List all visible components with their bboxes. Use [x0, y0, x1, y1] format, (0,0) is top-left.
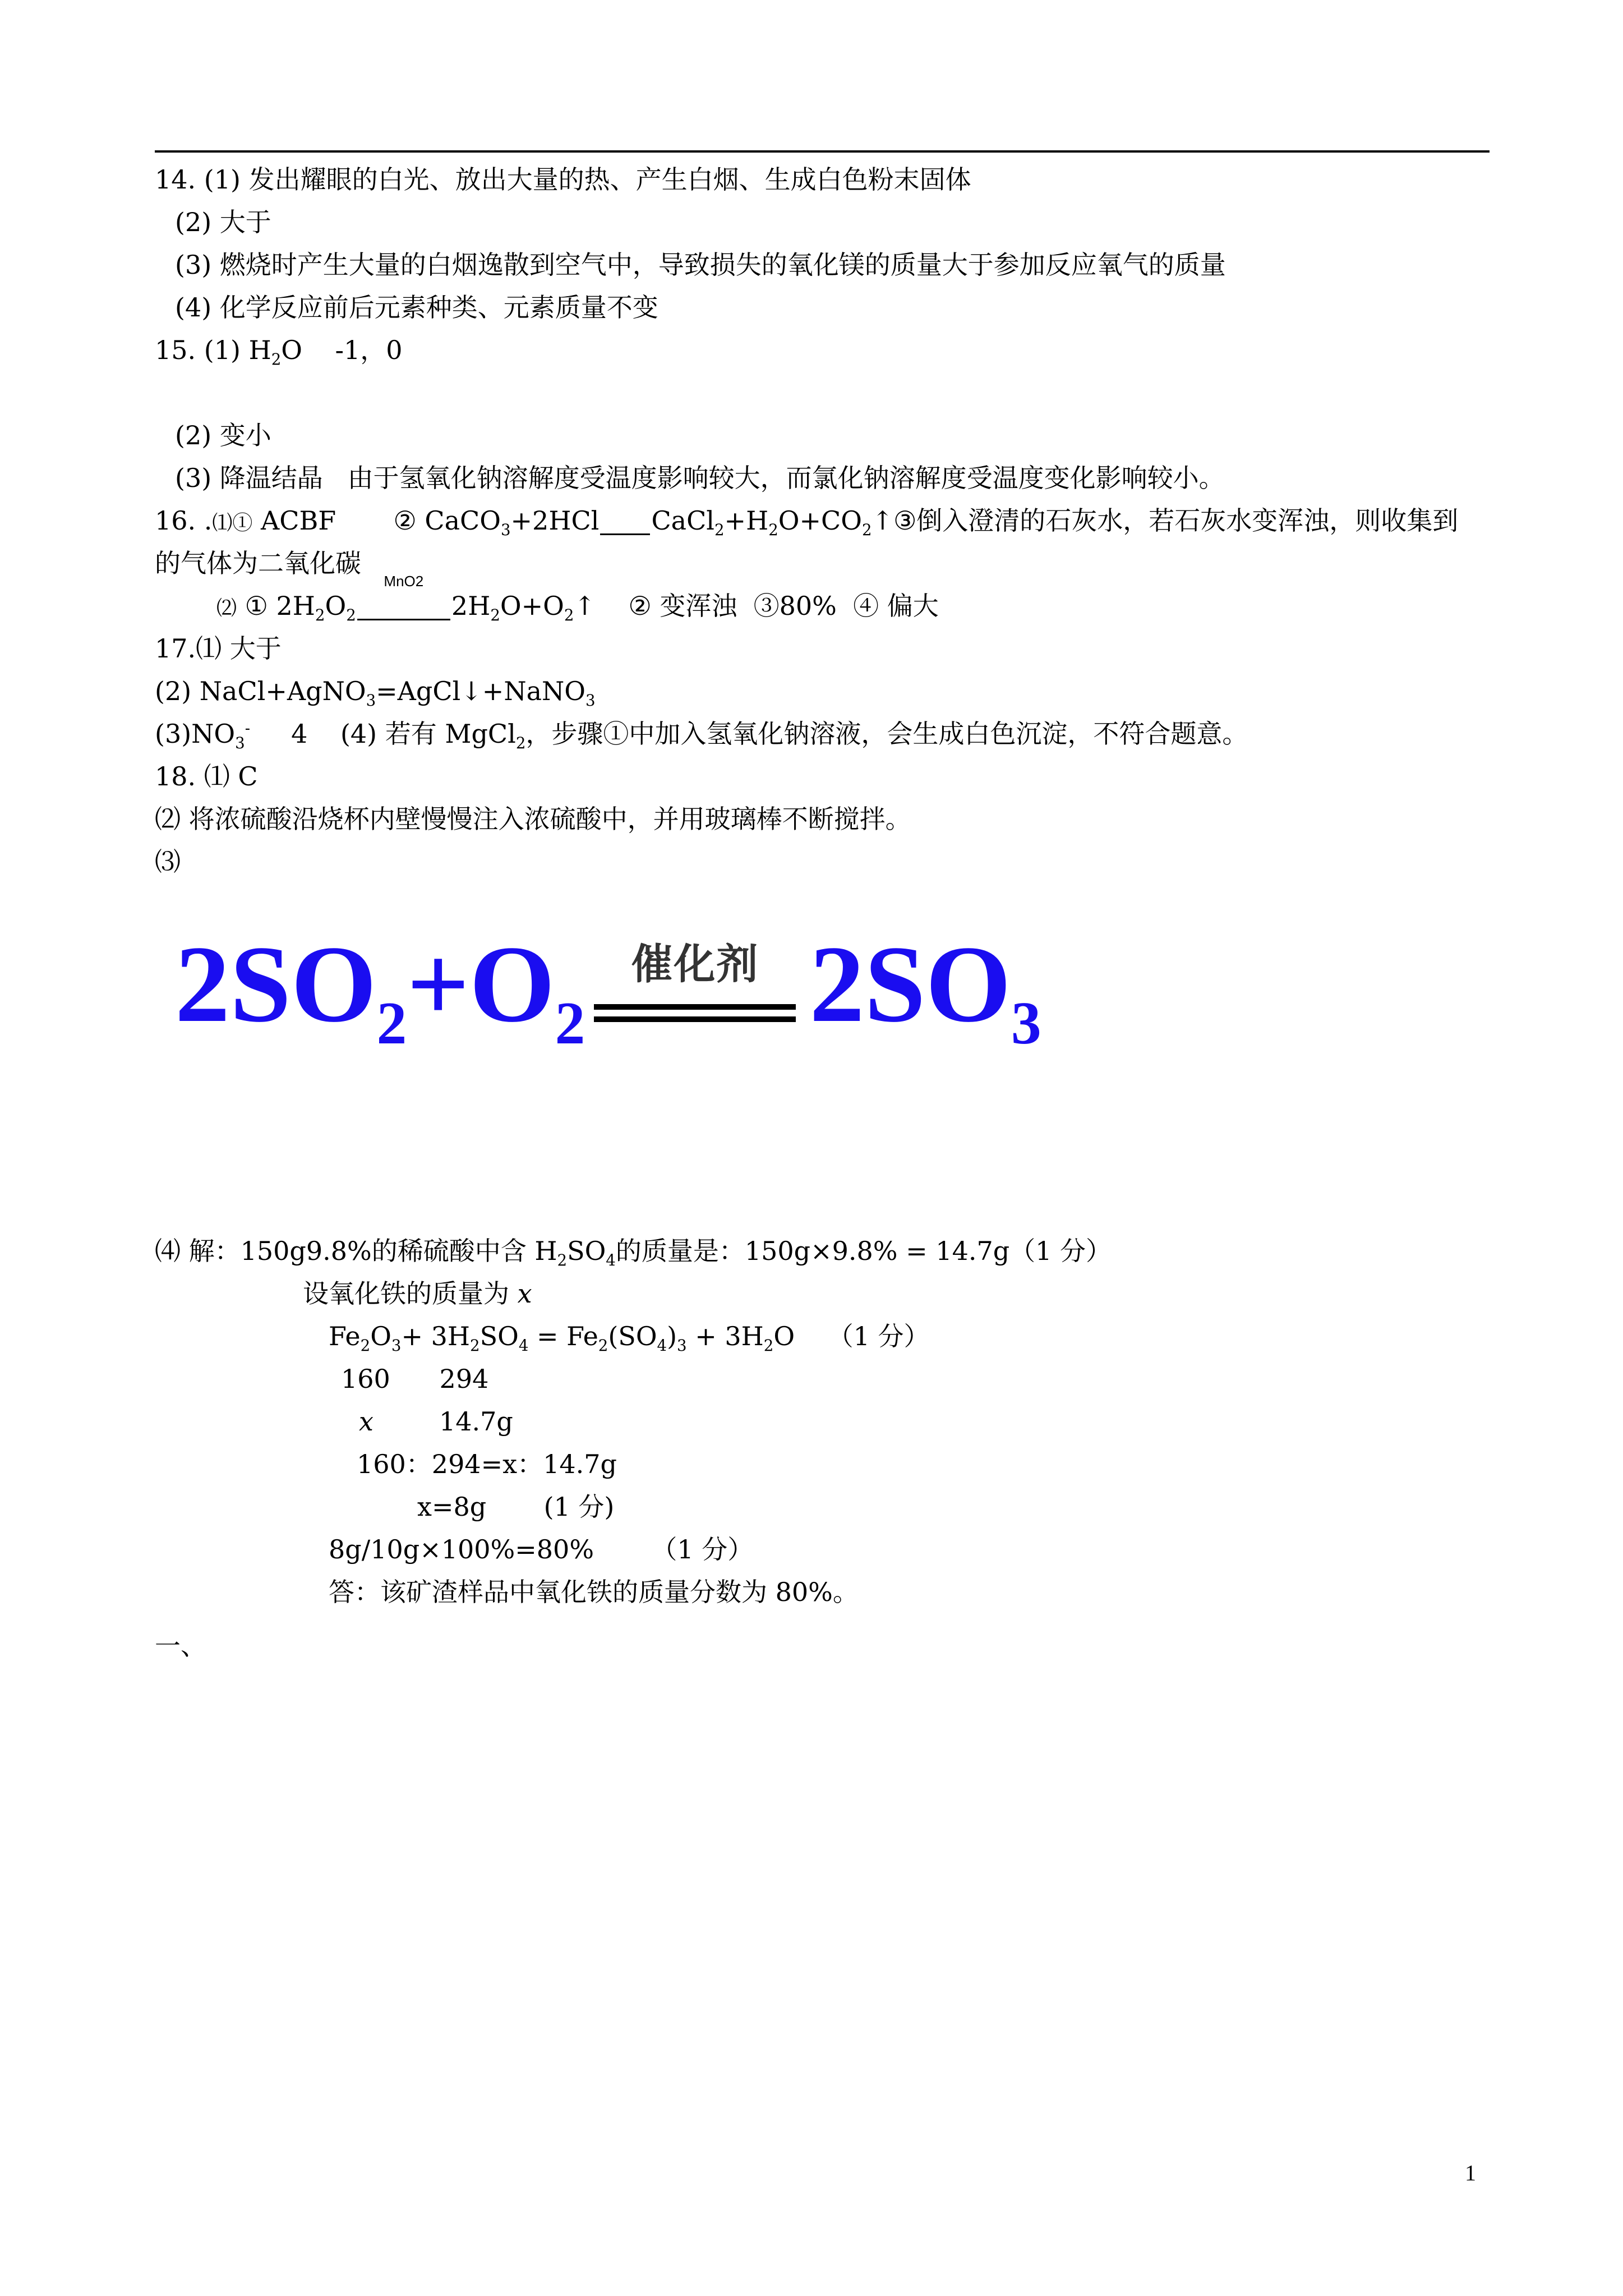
calc-line-1: ⑷ 解：150g9.8%的稀硫酸中含 $H_2SO_4$的质量是：150g×9.8% = 14.7g（1 分）	[155, 1236, 1112, 1270]
q17-part1: 17.⑴ 大于	[155, 633, 282, 664]
calc-line-3: $Fe_2O_3+ 3H_2SO_4 = Fe_2(SO_4)_3 + 3H_2O$ （1 分）	[329, 1321, 930, 1355]
calc-line-6: 160：294=x：14.7g	[357, 1449, 617, 1479]
q14-part2: (2) 大于	[175, 207, 271, 237]
section-marker: 一、	[155, 1631, 206, 1661]
catalyst-condition: 催化剂	[588, 942, 801, 1027]
calc-line-8: 8g/10g×100%=80% （1 分）	[329, 1534, 754, 1565]
q17-part3: $(3)NO_3^-$ 4 (4) 若有 MgCl$_2$，步骤①中加入氢氧化钠溶液，会生成白色沉淀，不符合题意。	[155, 719, 1248, 753]
q15-part3: (3) 降温结晶 由于氢氧化钠溶解度受温度影响较大，而氯化钠溶解度受温度变化影响较小。	[175, 463, 1225, 493]
reaction-line	[600, 508, 650, 535]
header-rule	[155, 150, 1490, 153]
q14-part4: (4) 化学反应前后元素种类、元素质量不变	[175, 292, 658, 323]
calc-line-7: x=8g (1 分)	[417, 1492, 615, 1522]
q15-part2: (2) 变小	[175, 420, 271, 450]
q18-part2: ⑵ 将浓硫酸沿烧杯内壁慢慢注入浓硫酸中，并用玻璃棒不断搅拌。	[155, 804, 911, 834]
q15-part1: 15. (1) $H_2O$ -1，0	[155, 335, 403, 369]
calc-line-4: 160 294	[341, 1364, 489, 1394]
calc-answer: 答：该矿渣样品中氧化铁的质量分数为 80%。	[329, 1577, 859, 1607]
q14-part3: (3) 燃烧时产生大量的白烟逸散到空气中，导致损失的氧化镁的质量大于参加反应氧气的质量	[175, 250, 1226, 280]
q14-part1: 14. (1) 发出耀眼的白光、放出大量的热、产生白烟、生成白色粉末固体	[155, 164, 971, 195]
q18-part3-label: ⑶	[155, 846, 181, 877]
q16-part1-cont: 的气体为二氧化碳	[155, 548, 361, 578]
so2-oxidation-equation: $2SO_2+O_2$ 催化剂 $2SO_3$	[175, 923, 1041, 1057]
page-number: 1	[1465, 2160, 1476, 2185]
mno2-condition: MnO2	[357, 593, 450, 620]
q16-part2: ⑵ ① $2H_2O_2$ MnO2 $2H_2O+O_2↑$ ② 变浑浊 ③80% ④ 偏大	[216, 573, 939, 625]
calc-line-5: x 14.7g	[359, 1406, 513, 1437]
q18-part1: 18. ⑴ C	[155, 761, 258, 792]
q17-part2: (2) NaCl+AgNO$_3$=AgCl↓+NaNO$_3$	[155, 676, 596, 710]
calc-line-2: 设氧化铁的质量为 x	[303, 1278, 532, 1309]
q16-part1: 16. .⑴① ACBF ② CaCO$_3$+2HCl $CaCl_2+H_2O+CO_2↑③$倒入澄清的石灰水，若石灰水变浑浊，则收集到	[155, 505, 1459, 540]
